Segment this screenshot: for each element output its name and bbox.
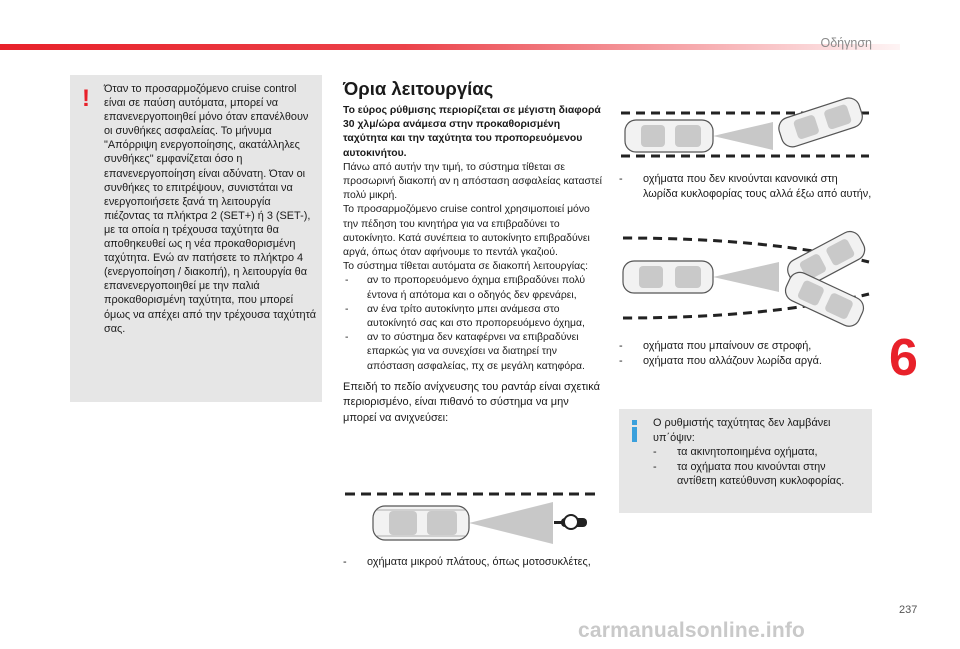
car-icon xyxy=(623,261,713,293)
radar-note: Επειδή το πεδίο ανίχνευσης του ραντάρ είναι σχετικά περιορισμένο, είναι πιθανό το σύστημα να μην μπορεί να ανιχνεύσει: xyxy=(343,380,600,424)
warning-box xyxy=(70,75,322,402)
paragraph-2: Το προσαρμοζόμενο cruise control χρησιμοποιεί μόνο την πέδηση του κινητήρα για να επιβραδύνει το αυτοκίνητο. Κατά συνέπεια το αυτοκίνητο επιβραδύνει αργά, όπως όταν αφήνουμε το πεντάλ γκαζιού. xyxy=(343,204,590,259)
motorcycle-illustration xyxy=(343,488,605,546)
conditions-list xyxy=(343,274,605,373)
paragraph-3: Το σύστημα τίθεται αυτόματα σε διακοπή λειτουργίας: xyxy=(343,261,588,273)
offcenter-car-icon xyxy=(776,95,865,149)
caption-turning xyxy=(619,339,872,369)
info-box xyxy=(619,409,872,513)
list-item: - οχήματα που μπαίνουν σε στροφή, xyxy=(619,339,872,354)
list-item: - τα οχήματα που κινούνται στην αντίθετη κατεύθυνση κυκλοφορίας. xyxy=(653,460,868,489)
radar-beam xyxy=(713,122,773,150)
exclamation-icon: ! xyxy=(82,85,90,112)
offcenter-illustration xyxy=(619,100,872,160)
list-item: - οχήματα μικρού πλάτους, όπως μοτοσυκλέτες, xyxy=(343,555,593,570)
turning-illustration xyxy=(619,232,872,324)
info-intro: Ο ρυθμιστής ταχύτητας δεν λαμβάνει υπ΄όψιν: xyxy=(653,417,831,444)
info-icon xyxy=(630,420,640,442)
paragraph-1: Πάνω από αυτήν την τιμή, το σύστημα τίθεται σε προσωρινή διακοπή αν η απόσταση ασφαλείας καταστεί πολύ μικρή. xyxy=(343,161,602,202)
caption-offcenter xyxy=(619,172,872,202)
list-item: - τα ακινητοποιημένα οχήματα, xyxy=(653,445,868,460)
info-text xyxy=(653,416,868,489)
header-accent-bar xyxy=(0,0,960,52)
bold-intro: Το εύρος ρύθμισης περιορίζεται σε μέγιστη διαφορά 30 χλμ/ώρα ανάμεσα στην προκαθορισμένη ταχύτητα και την ταχύτητα του προπορευόμενου αυτοκινήτου. xyxy=(343,105,601,159)
caption-narrow xyxy=(343,555,593,570)
radar-beam xyxy=(713,262,779,292)
car-icon xyxy=(625,120,713,152)
list-item: - αν το προπορευόμενο όχημα επιβραδύνει πολύ έντονα ή απότομα και ο οδηγός δεν φρενάρει, xyxy=(343,274,605,302)
list-item: - οχήματα που δεν κινούνται κανονικά στη λωρίδα κυκλοφορίας τους αλλά έξω από αυτήν, xyxy=(619,172,872,202)
radar-beam xyxy=(469,502,553,544)
car-icon xyxy=(373,506,469,540)
main-text xyxy=(343,104,605,426)
watermark: carmanualsonline.info xyxy=(578,619,806,642)
page-heading: Όρια λειτουργίας xyxy=(343,78,494,99)
motorcycle-icon xyxy=(554,515,587,529)
section-title: Οδήγηση xyxy=(820,36,872,50)
list-item: - αν ένα τρίτο αυτοκίνητο μπει ανάμεσα στο αυτοκίνητό σας και στο προπορευόμενο όχημα, xyxy=(343,303,605,331)
warning-text: Όταν το προσαρμοζόμενο cruise control είναι σε παύση αυτόματα, μπορεί να επανενεργοποιηθεί μόνο όταν επανέλθουν οι συνθήκες ασφαλείας. Το μήνυμα "Απόρριψη ενεργοποίησης, ακατάλληλες συνθήκες" εμφανίζεται όσο η επανενεργοποίηση είναι αδύνατη. Όταν οι συνθήκες το επιτρέψουν, συνιστάται να ενεργοποιήσετε ξανά τη λειτουργία πιέζοντας τα πλήκτρα 2 (SET+) ή 3 (SET-), με τα οποία η τρέχουσα ταχύτητα θα αποθηκευθεί ως η νέα προκαθορισμένη ταχύτητα. Ενώ αν πατήσετε το πλήκτρο 4 (ενεργοποίηση / διακοπή), η λειτουργία θα επανενεργοποιηθεί με την παλιά προκαθορισμένη ταχύτητα, που μπορεί όμως να απέχει από την τρέχουσα ταχύτητά σας. xyxy=(104,83,317,335)
list-item: - οχήματα που αλλάζουν λωρίδα αργά. xyxy=(619,354,872,369)
chapter-number: 6 xyxy=(889,329,918,387)
list-item: - αν το σύστημα δεν καταφέρνει να επιβραδύνει επαρκώς για να συνεχίσει να διατηρεί την απόσταση ασφαλείας, πχ σε μεγάλη κατηφόρα. xyxy=(343,331,605,374)
page-number: 237 xyxy=(899,604,918,616)
